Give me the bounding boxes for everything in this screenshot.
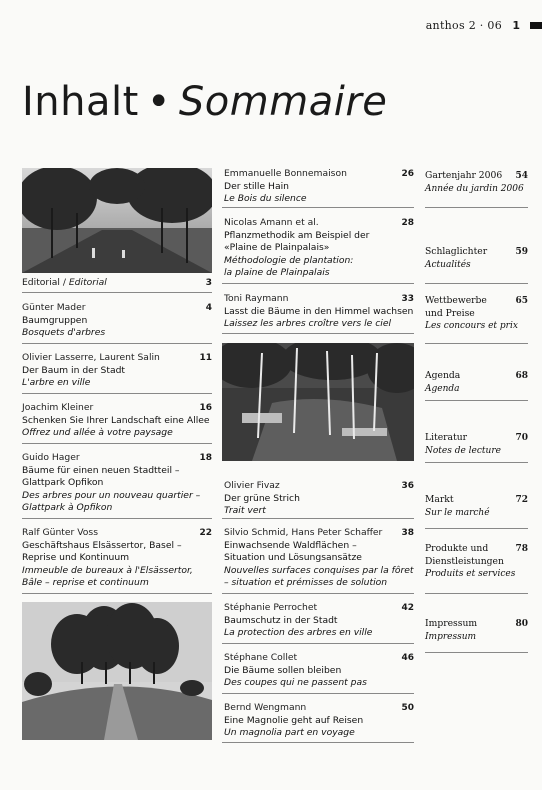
entry-title-de: Eine Magnolie geht auf Reisen (224, 714, 364, 726)
entry-title-fr: Produits et services (425, 569, 516, 579)
divider (222, 693, 414, 694)
toc-entry[interactable] (224, 602, 414, 640)
entry-page: 42 (401, 603, 414, 613)
divider (22, 343, 212, 344)
entry-title-fr: Bosquets d'arbres (22, 327, 106, 338)
editorial-page: 3 (205, 277, 212, 288)
entry-title-de: Geschäftshaus Elsässertor, Basel – Reprise und Kontinuum (22, 539, 182, 563)
birch-trees-photo (222, 343, 414, 461)
divider (425, 652, 528, 653)
toc-entry[interactable] (224, 702, 414, 740)
entry-page: 4 (205, 303, 212, 313)
entry-page: 80 (515, 619, 528, 629)
entry-title-de: Einwachsende Waldflächen – Situation und Lösungsansätze (224, 539, 362, 563)
divider (425, 462, 528, 463)
entry-title-fr: Notes de lecture (425, 445, 501, 456)
tree-grove-photo (22, 602, 212, 740)
entry-title-de: Markt (425, 494, 454, 505)
title-german: Inhalt (22, 79, 139, 125)
entry-title-fr: Sur le marché (425, 507, 490, 518)
entry-author: Guido Hager (22, 452, 80, 463)
entry-title-de: Produkte und Dienstleistungen (425, 543, 504, 567)
divider (222, 333, 414, 334)
title-french: Sommaire (178, 79, 388, 125)
toc-entry[interactable] (425, 370, 528, 395)
entry-title-fr: Un magnolia part en voyage (224, 727, 355, 738)
page-number: 1 (512, 19, 520, 32)
entry-page: 28 (401, 218, 414, 228)
divider (425, 283, 528, 284)
entry-title-fr: L'arbre en ville (22, 377, 91, 388)
entry-title-de: Pflanzmethodik am Beispiel der «Plaine de Plainpalais» (224, 229, 370, 253)
toc-entry[interactable] (22, 302, 212, 340)
entry-title-fr: Le Bois du silence (224, 193, 307, 204)
toc-entry[interactable] (425, 432, 528, 457)
divider (425, 343, 528, 344)
toc-entry[interactable] (425, 295, 528, 333)
entry-title-de: Lasst die Bäume in den Himmel wachsen (224, 305, 414, 317)
entry-title-de: Der stille Hain (224, 180, 289, 192)
entry-author: Olivier Fivaz (224, 480, 280, 491)
entry-author: Bernd Wengmann (224, 702, 307, 713)
entry-title-de: Agenda (425, 370, 461, 381)
entry-title-fr: Des coupes qui ne passent pas (224, 677, 367, 688)
toc-entry[interactable] (22, 352, 212, 390)
divider (22, 593, 212, 594)
toc-entry[interactable] (224, 168, 414, 206)
editorial-sep: / (59, 277, 69, 288)
toc-entry[interactable] (22, 527, 212, 590)
toc-entry[interactable] (224, 652, 414, 690)
entry-author: Silvio Schmid, Hans Peter Schaffer (224, 527, 383, 538)
divider (22, 393, 212, 394)
divider (222, 593, 414, 594)
entry-title-de: Der grüne Strich (224, 492, 300, 504)
toc-entry[interactable] (425, 494, 528, 519)
entry-author: Ralf Günter Voss (22, 527, 99, 538)
editorial-fr: Editorial (68, 277, 107, 288)
entry-author: Toni Raymann (224, 293, 289, 304)
toc-entry[interactable] (425, 246, 528, 271)
park-alley-photo (22, 168, 212, 273)
entry-title-de: Gartenjahr 2006 (425, 170, 503, 181)
entry-page: 36 (401, 481, 414, 491)
divider (425, 593, 528, 594)
divider (22, 443, 212, 444)
entry-page: 26 (401, 169, 414, 179)
toc-entry[interactable] (22, 452, 212, 515)
entry-page: 68 (515, 371, 528, 381)
entry-page: 65 (515, 296, 528, 306)
entry-page: 54 (515, 171, 528, 181)
entry-page: 78 (515, 544, 528, 554)
toc-entry[interactable] (224, 527, 414, 590)
entry-title-fr: La protection des arbres en ville (224, 627, 373, 638)
entry-page: 38 (401, 528, 414, 538)
divider (222, 643, 414, 644)
title-separator: • (146, 79, 171, 125)
toc-entry[interactable] (22, 402, 212, 440)
entry-author: Stéphanie Perrochet (224, 602, 318, 613)
toc-entry[interactable] (425, 618, 528, 643)
entry-title-de: Schenken Sie Ihrer Landschaft eine Allee (22, 414, 210, 426)
entry-title-de: Wettbewerbe und Preise (425, 295, 487, 319)
entry-page: 11 (199, 353, 212, 363)
entry-page: 22 (199, 528, 212, 538)
entry-title-fr: Nouvelles surfaces conquises par la fôret – situation et prémisses de solution (224, 564, 414, 588)
entry-page: 46 (401, 653, 414, 663)
entry-title-fr: Offrez und allée à votre paysage (22, 427, 173, 438)
entry-author: Emmanuelle Bonnemaison (224, 168, 347, 179)
toc-entry[interactable] (425, 543, 528, 581)
entry-page: 33 (401, 294, 414, 304)
entry-title-de: Der Baum in der Stadt (22, 364, 126, 376)
entry-title-fr: Méthodologie de plantation: la plaine de Plainpalais (224, 254, 354, 278)
entry-title-de: Literatur (425, 432, 468, 443)
entry-title-fr: Impressum (425, 631, 477, 642)
entry-title-fr: Des arbres pour un nouveau quartier – Glattpark à Opfikon (22, 489, 201, 513)
entry-title-de: Bäume für einen neuen Stadtteil – Glattpark Opfikon (22, 464, 180, 488)
entry-title-fr: Trait vert (224, 505, 266, 516)
entry-page: 72 (515, 495, 528, 505)
divider (222, 518, 414, 519)
entry-title-fr: Laissez les arbres croître vers le ciel (224, 318, 392, 329)
entry-page: 59 (515, 247, 528, 257)
divider (425, 207, 528, 208)
divider (425, 400, 528, 401)
entry-page: 18 (199, 453, 212, 463)
divider (222, 283, 414, 284)
divider (22, 292, 212, 293)
page-title (22, 78, 387, 126)
divider (222, 742, 414, 743)
entry-title-fr: Les concours et prix (425, 321, 518, 331)
toc-entry[interactable] (224, 480, 414, 518)
entry-title-fr: Immeuble de bureaux à l'Elsässertor, Bâle – reprise et continuum (22, 564, 193, 588)
divider (22, 518, 212, 519)
entry-title-de: Schlaglichter (425, 246, 488, 257)
entry-title-de: Impressum (425, 618, 478, 629)
entry-author: Günter Mader (22, 302, 86, 313)
entry-author: Stéphane Collet (224, 652, 298, 663)
toc-entry[interactable] (425, 170, 528, 195)
issue-label: anthos 2 · 06 (425, 19, 502, 32)
entry-title-fr: Actualités (425, 259, 471, 270)
page-edge-marker (530, 22, 542, 29)
entry-title-de: Die Bäume sollen bleiben (224, 664, 342, 676)
editorial-entry[interactable] (22, 277, 212, 288)
entry-author: Olivier Lasserre, Laurent Salin (22, 352, 160, 363)
entry-author: Nicolas Amann et al. (224, 217, 319, 228)
entry-page: 50 (401, 703, 414, 713)
divider (222, 207, 414, 208)
entry-author: Joachim Kleiner (22, 402, 94, 413)
entry-title-de: Baumschutz in der Stadt (224, 614, 338, 626)
entry-page: 16 (199, 403, 212, 413)
entry-title-fr: Agenda (425, 383, 460, 394)
entry-page: 70 (515, 433, 528, 443)
divider (425, 528, 528, 529)
toc-entry[interactable] (224, 293, 414, 331)
toc-entry[interactable] (224, 217, 414, 280)
editorial-de: Editorial (22, 277, 60, 288)
entry-title-de: Baumgruppen (22, 314, 88, 326)
entry-title-fr: Année du jardin 2006 (425, 183, 524, 194)
